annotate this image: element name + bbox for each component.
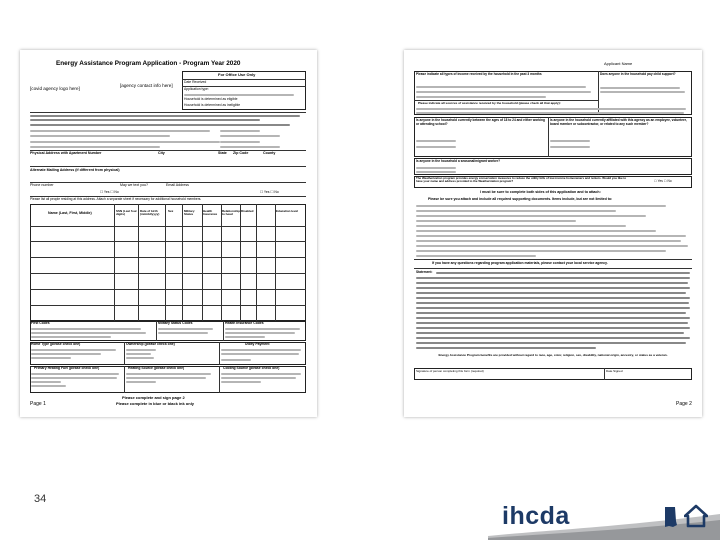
weatherization-yes-no: ☐ Yes ☐ No xyxy=(654,179,672,183)
utility-title: Utility Payment xyxy=(245,342,270,346)
child-support-header: Does anyone in the household pay child support? xyxy=(600,72,676,76)
phone-label: Phone number xyxy=(30,183,54,187)
may-text-label: May we text you? xyxy=(120,183,148,187)
state-label: State xyxy=(218,151,227,155)
q-student: Is anyone in the household currently between the ages of 18 to 24 and either working or attending school? xyxy=(416,118,545,126)
ownership-title: Ownership (please check one) xyxy=(126,342,175,346)
office-row: Household is determined as eligible xyxy=(184,97,238,101)
office-use-header: For Office Use Only xyxy=(218,72,256,77)
sign-notice: I must be sure to complete both sides of this application and to attach: xyxy=(480,190,601,194)
zip-label: Zip Code xyxy=(233,151,249,155)
page-2-label: Page 2 xyxy=(676,401,692,407)
household-instructions: Please list all people residing at this address. Attach a separate sheet if necessary for additional household members. xyxy=(30,197,202,201)
agency-contact: [agency contact info here] xyxy=(120,83,173,88)
mailing-label: Alternate Mailing Address (if different from physical) xyxy=(30,168,120,172)
household-table xyxy=(30,204,306,321)
applicant-name-label: Applicant Name xyxy=(604,61,633,66)
col-military: Military Status xyxy=(184,209,195,216)
text-yes-no: ☐ Yes ☐ No xyxy=(100,190,119,194)
q-employed: Is anyone in the household currently affiliated with this agency as an employee, volunteer, board member or subcontractor, or related to any such member? xyxy=(550,118,687,126)
page1-title: Energy Assistance Program Application - Program Year 2020 xyxy=(56,60,241,67)
indiana-state-icon xyxy=(664,506,678,528)
eeo-statement: Energy Assistance Program benefits are provided without regard to race, age, color, religion, sex, disability, national origin, ancestry, or status as a veteran. xyxy=(438,353,668,357)
col-name: Name (Last, First, Middle) xyxy=(48,211,92,215)
city-label: City xyxy=(158,151,165,155)
military-codes: Military Status Codes xyxy=(158,321,193,325)
slide-number: 34 xyxy=(34,493,47,505)
brand-name: ihcda xyxy=(502,502,570,530)
cooling-title: Cooling Source (please check one) xyxy=(223,366,280,370)
declaration-title: Statement: xyxy=(416,270,433,274)
email-label: Email Address xyxy=(166,183,189,187)
logo-placeholder: [covid agency logo here] xyxy=(30,86,80,91)
home-type-title: Home Type (please check one) xyxy=(31,342,81,346)
address-header: Physical Address with Apartment Number xyxy=(30,151,102,155)
q-weatherization: The Weatherization program provides energy conservation measures to reduce the utility bills of low-income homeowners and renters. Would you like to have your name and address provided to the Weatherization program? xyxy=(416,176,627,184)
col-education: Education level xyxy=(276,209,299,213)
col-dob: Date of birth (mm/dd/yyyy) xyxy=(140,209,160,216)
application-page-2 xyxy=(404,50,702,417)
first-codes: First Codes xyxy=(31,321,50,325)
date-signed-label: Date Signed xyxy=(606,369,623,373)
ihcda-logo xyxy=(488,500,720,540)
col-sex: Sex xyxy=(168,209,174,213)
col-disabled: Disabled xyxy=(241,209,254,213)
office-row: Date Received xyxy=(184,80,207,84)
page-1-label: Page 1 xyxy=(30,401,46,407)
questions-notice: If you have any questions regarding program application materials, please contact your local service agency. xyxy=(432,261,608,265)
application-page-1 xyxy=(20,50,317,417)
col-relationship: Relationship to head xyxy=(222,209,241,216)
income-header: Please indicate all types of income received by the household in the past 3 months xyxy=(416,72,542,76)
q-seasonal: Is anyone in the household a seasonal/migrant worker? xyxy=(416,159,501,163)
home-icon xyxy=(684,504,708,528)
primary-heat-title: Primary Heating Fuel (please check one) xyxy=(34,366,100,370)
email-yes-no: ☐ Yes ☐ No xyxy=(260,190,279,194)
sources-header: Please indicate all sources of assistance received by the household (please check all that apply): xyxy=(418,101,561,105)
signature-label: Signature of person completing this form (required) xyxy=(416,369,484,373)
county-label: County xyxy=(263,151,276,155)
proof-notice: Please be sure you attach and include all required supporting documents. Items include, but are not limited to: xyxy=(428,197,613,201)
footer-line-1: Please complete and sign page 2 xyxy=(122,395,185,400)
col-health: Health Insurance xyxy=(203,209,218,216)
heat-source-title: Heating Source (please check one) xyxy=(128,366,185,370)
footer-line-2: Please complete in blue or black ink only xyxy=(116,401,195,406)
office-row: Household is determined as ineligible xyxy=(184,103,241,107)
health-codes: Health Insurance Codes xyxy=(225,321,264,325)
col-ssn: SSN (Last four digits) xyxy=(116,209,137,216)
office-row: Application type: xyxy=(184,87,209,91)
